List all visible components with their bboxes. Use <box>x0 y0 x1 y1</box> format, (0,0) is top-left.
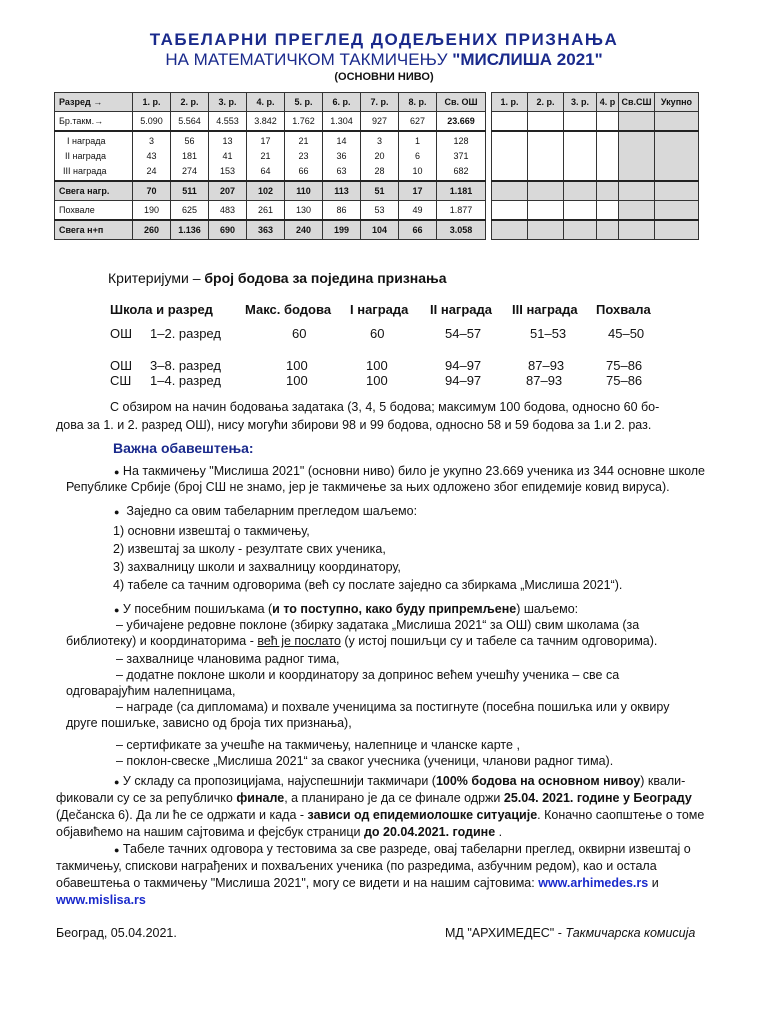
table-cell: 86 <box>323 201 361 221</box>
table-row-praises <box>55 201 699 221</box>
criteria-header-p: Похвала <box>596 302 651 317</box>
award-count: 64 <box>260 165 271 176</box>
notices-heading: Важна обавештења: <box>113 440 254 456</box>
criteria-cell: 54–57 <box>445 326 482 341</box>
table-cell <box>133 131 171 181</box>
criteria-title <box>108 270 447 286</box>
criteria-cell: 100 <box>286 373 308 388</box>
os-col-header: 7. р. <box>361 93 399 112</box>
row-label-awards <box>55 131 133 181</box>
notice-p4-bold: зависи од епидемиолошке ситуације <box>307 808 538 822</box>
ss-col-header: 2. р. <box>528 93 564 112</box>
bullet-icon: ● <box>114 845 120 855</box>
os-col-header: 6. р. <box>323 93 361 112</box>
os-col-header: 3. р. <box>209 93 247 112</box>
os-col-header: 4. р. <box>247 93 285 112</box>
table-cell: 130 <box>285 201 323 221</box>
table-cell <box>619 220 655 240</box>
ss-col-header: Св.СШ <box>619 93 655 112</box>
dash-item: – поклон-свеске „Мислиша 2021“ за сваког учесника (ученици, чланови радног тима). <box>116 754 614 768</box>
os-col-header: 8. р. <box>399 93 437 112</box>
criteria-header-n3: III награда <box>512 302 578 317</box>
award-count: 17 <box>260 135 271 146</box>
criteria-cell: 94–97 <box>445 373 482 388</box>
table-cell: 5.564 <box>171 112 209 132</box>
award-count: 43 <box>146 150 157 161</box>
list-item: 3) захвалницу школи и захвалницу координатору, <box>113 560 401 574</box>
criteria-cell: 51–53 <box>530 326 567 341</box>
dash-item <box>66 632 657 650</box>
page-title: ТАБЕЛАРНИ ПРЕГЛЕД ДОДЕЉЕНИХ ПРИЗНАЊА <box>149 30 619 49</box>
subtitle-competition: "МИСЛИША 2021" <box>452 50 603 69</box>
table-cell <box>437 131 486 181</box>
table-cell <box>655 112 699 132</box>
criteria-cell: 3–8. разред <box>150 358 221 373</box>
table-header-row <box>55 93 699 112</box>
bullet-icon: ● <box>114 777 120 787</box>
table-cell: 66 <box>399 220 437 240</box>
dash-item: – убичајене редовне поклоне (збирку задатака „Мислиша 2021“ за ОШ) свим школама (за <box>116 618 640 632</box>
subtitle-text: НА МАТЕМАТИЧКОМ ТАКМИЧЕЊУ <box>165 50 453 69</box>
criteria-header-n1: I награда <box>350 302 409 317</box>
criteria-cell: 75–86 <box>606 373 643 388</box>
table-cell <box>492 181 528 201</box>
award-count: 3 <box>376 135 382 146</box>
notice-p4-text: објавићемо на нашим сајтовима и фејсбук страници <box>56 825 364 839</box>
dash-text: библиотеку) и координаторима - <box>66 634 258 648</box>
award-label: I награда <box>67 135 106 146</box>
table-cell <box>285 131 323 181</box>
criteria-title-prefix: Критеријуми – <box>108 270 205 286</box>
table-cell: 3.058 <box>437 220 486 240</box>
award-count: 24 <box>146 165 157 176</box>
table-cell <box>528 181 564 201</box>
notice-p4-bold: 100% бодова на основном нивоу <box>435 774 641 788</box>
table-cell <box>597 131 619 181</box>
notice-p4-text: , а планирано је да се финале одржи <box>284 791 504 805</box>
mislisa-link[interactable]: www.mislisa.rs <box>56 893 146 907</box>
list-item: 4) табеле са тачним одговорима (већ су послате заједно са збиркама „Мислиша 2021“). <box>113 578 623 592</box>
notice-p4-text: У складу са пропозицијама, најуспешнији такмичари ( <box>122 774 436 788</box>
bullet-icon: ● <box>114 605 120 615</box>
table-cell <box>597 112 619 132</box>
table-cell <box>492 220 528 240</box>
award-count: 23 <box>298 150 309 161</box>
notice-p1-text: На такмичењу "Мислиша 2021" (основни ниво) било је укупно 23.669 ученика из 344 основне школе <box>122 464 706 478</box>
table-cell <box>247 131 285 181</box>
dash-item: одговарајућим налепницама, <box>66 684 236 698</box>
criteria-cell: 1–2. разред <box>150 326 221 341</box>
criteria-note-line1: С обзиром на начин бодовања задатака (3, 4, 5 бодова; максимум 100 бодова, односно 60 бо- <box>110 400 660 414</box>
award-count: 181 <box>181 150 198 161</box>
dash-item: – сертификате за учешће на такмичењу, налепнице и чланске карте , <box>116 738 520 752</box>
awards-table <box>54 92 699 240</box>
criteria-cell: 60 <box>370 326 385 341</box>
table-cell <box>564 181 597 201</box>
table-cell <box>399 131 437 181</box>
award-count: 21 <box>298 135 309 146</box>
table-cell <box>564 220 597 240</box>
award-label: III награда <box>63 165 107 176</box>
list-item: 1) основни извештај о такмичењу, <box>113 524 310 538</box>
notice-p4-bold: до 20.04.2021. године <box>363 825 496 839</box>
notice-p5-line4 <box>56 891 146 909</box>
award-count: 36 <box>336 150 347 161</box>
award-count: 28 <box>374 165 385 176</box>
table-cell: 207 <box>209 181 247 201</box>
footer-commission: Такмичарска комисија <box>565 926 696 940</box>
notice-p1-line2: Републике Србије (број СШ не знамо, јер је такмичење за њих одложено због епидемије ковид вируса). <box>66 480 670 494</box>
criteria-cell: 87–93 <box>528 358 565 373</box>
list-item: 2) извештај за школу - резултате свих ученика, <box>113 542 386 556</box>
criteria-cell: ОШ <box>110 326 133 341</box>
footer-signature <box>445 924 695 942</box>
table-cell: 51 <box>361 181 399 201</box>
table-cell <box>597 201 619 221</box>
notice-p5-text: Табеле тачних одговора у тестовима за све разреде, овај табеларни преглед, оквирни извештај о <box>122 842 691 856</box>
criteria-note-line2: дова за 1. и 2. разред ОШ), нису могући збирови 98 и 99 бодова, односно 58 и 59 бодова за 1.и 2. раз. <box>56 418 652 432</box>
table-row-awards <box>55 131 699 181</box>
table-cell <box>619 201 655 221</box>
notice-p4-text: . <box>495 825 503 839</box>
award-count: 13 <box>222 135 233 146</box>
table-cell: 627 <box>399 112 437 132</box>
award-count: 41 <box>222 150 233 161</box>
footer-place-date: Београд, 05.04.2021. <box>56 926 177 940</box>
table-cell: 690 <box>209 220 247 240</box>
row-label-pohvale: Похвале <box>55 201 133 221</box>
row-label-svega-nagr: Свега нагр. <box>55 181 133 201</box>
row-label-svega-np: Свега н+п <box>55 220 133 240</box>
criteria-cell: 87–93 <box>526 373 563 388</box>
award-count: 14 <box>336 135 347 146</box>
notice-p4-line2 <box>56 789 692 807</box>
ss-col-header: 3. р. <box>564 93 597 112</box>
award-label: II награда <box>65 150 107 161</box>
table-cell <box>528 112 564 132</box>
table-cell: 23.669 <box>437 112 486 132</box>
table-cell: 927 <box>361 112 399 132</box>
notice-p4-text: фиковали су се за републичко <box>56 791 237 805</box>
table-cell: 1.762 <box>285 112 323 132</box>
row-label-razred: Разред → <box>55 93 133 112</box>
table-cell: 53 <box>361 201 399 221</box>
table-cell: 104 <box>361 220 399 240</box>
award-count: 274 <box>181 165 198 176</box>
table-cell <box>528 131 564 181</box>
table-cell <box>655 220 699 240</box>
notice-p5-text: и <box>648 876 659 890</box>
table-cell: 113 <box>323 181 361 201</box>
table-cell <box>655 131 699 181</box>
dash-item: – награде (са дипломама) и похвале ученицима за постигнуте (посебна пошиљка или у оквиру <box>116 700 670 714</box>
table-cell: 511 <box>171 181 209 201</box>
table-cell: 625 <box>171 201 209 221</box>
table-cell <box>655 181 699 201</box>
award-count: 63 <box>336 165 347 176</box>
table-cell <box>492 131 528 181</box>
award-count: 6 <box>414 150 420 161</box>
criteria-cell: 100 <box>366 373 388 388</box>
table-cell: 49 <box>399 201 437 221</box>
table-cell: 261 <box>247 201 285 221</box>
criteria-header-school: Школа и разред <box>110 302 213 317</box>
table-cell: 4.553 <box>209 112 247 132</box>
os-col-header: Св. ОШ <box>437 93 486 112</box>
table-cell: 1.136 <box>171 220 209 240</box>
bullet-icon: ● <box>114 467 120 477</box>
notice-p3-bold: и то поступно, како буду припремљене <box>272 602 517 616</box>
notice-p5-text: обавештења о такмичењу "Мислиша 2021", могу се видети и на нашим сајтовима: <box>56 876 539 890</box>
page-subtitle <box>0 50 768 70</box>
ss-col-header: Укупно <box>655 93 699 112</box>
notice-p5-line2: такмичењу, спискови награђених и похваљених ученика (по разредима, азбучним редом), као и остала <box>56 859 657 873</box>
ss-col-header: 1. р. <box>492 93 528 112</box>
table-cell: 110 <box>285 181 323 201</box>
table-cell <box>597 181 619 201</box>
table-cell: 17 <box>399 181 437 201</box>
table-cell <box>492 201 528 221</box>
criteria-cell: 60 <box>292 326 307 341</box>
notice-p2-intro <box>114 502 417 521</box>
table-cell <box>171 131 209 181</box>
arhimedes-link[interactable]: www.arhimedes.rs <box>538 876 649 890</box>
table-cell <box>564 131 597 181</box>
table-cell: 240 <box>285 220 323 240</box>
criteria-header-max: Макс. бодова <box>245 302 332 317</box>
criteria-cell: 100 <box>286 358 308 373</box>
table-cell: 190 <box>133 201 171 221</box>
table-cell <box>619 181 655 201</box>
table-cell: 1.877 <box>437 201 486 221</box>
notice-p4-text: . Коначно саопштење о томе <box>537 808 705 822</box>
dash-item: – додатне поклоне школи и координатору за допринос већем учешћу ученика – све са <box>116 668 620 682</box>
criteria-cell: 94–97 <box>445 358 482 373</box>
os-col-header: 2. р. <box>171 93 209 112</box>
table-cell: 5.090 <box>133 112 171 132</box>
criteria-cell: 75–86 <box>606 358 643 373</box>
dash-item: друге пошиљке, зависно од броја тих признања), <box>66 716 352 730</box>
table-cell <box>619 112 655 132</box>
award-count: 10 <box>412 165 423 176</box>
table-cell <box>492 112 528 132</box>
table-cell <box>655 201 699 221</box>
dash-item: – захвалнице члановима радног тима, <box>116 652 340 666</box>
table-row-participants <box>55 112 699 132</box>
table-cell: 260 <box>133 220 171 240</box>
award-count: 66 <box>298 165 309 176</box>
criteria-title-bold: број бодова за поједина признања <box>204 270 447 286</box>
notice-p3-tail: ) шаљемо: <box>516 602 579 616</box>
award-count: 56 <box>184 135 195 146</box>
award-count: 682 <box>453 165 469 176</box>
table-cell <box>209 131 247 181</box>
table-cell: 1.304 <box>323 112 361 132</box>
ss-col-header: 4. р <box>597 93 619 112</box>
table-cell <box>361 131 399 181</box>
criteria-cell: 1–4. разред <box>150 373 221 388</box>
footer-org: МД "АРХИМЕДЕС" - <box>445 926 566 940</box>
table-cell: 363 <box>247 220 285 240</box>
table-cell: 199 <box>323 220 361 240</box>
notice-p5-line3 <box>56 874 659 892</box>
criteria-cell: СШ <box>110 373 132 388</box>
notice-p4-bold: 25.04. 2021. године у Београду <box>503 791 692 805</box>
bullet-icon: ● <box>114 507 120 517</box>
table-cell: 70 <box>133 181 171 201</box>
criteria-cell: ОШ <box>110 358 133 373</box>
notice-p4-bold: финале <box>236 791 285 805</box>
criteria-cell: 45–50 <box>608 326 645 341</box>
table-cell <box>597 220 619 240</box>
dash-text: (у истој пошиљци су и табеле са тачним одговорима). <box>340 634 658 648</box>
notice-p4-text: ) квали- <box>640 774 686 788</box>
award-count: 153 <box>219 165 236 176</box>
table-cell <box>528 201 564 221</box>
os-col-header: 1. р. <box>133 93 171 112</box>
award-count: 3 <box>148 135 154 146</box>
os-col-header: 5. р. <box>285 93 323 112</box>
notice-p2-text: Заједно са овим табеларним прегледом шаљемо: <box>126 504 418 518</box>
notice-p4-line4 <box>56 823 502 841</box>
award-count: 20 <box>374 150 385 161</box>
dash-underlined: већ је послато <box>257 634 341 648</box>
table-cell: 483 <box>209 201 247 221</box>
table-cell <box>528 220 564 240</box>
table-cell: 1.181 <box>437 181 486 201</box>
award-count: 21 <box>260 150 271 161</box>
criteria-cell: 100 <box>366 358 388 373</box>
criteria-header-n2: II награда <box>430 302 492 317</box>
level-label: (ОСНОВНИ НИВО) <box>334 71 434 83</box>
table-cell <box>619 131 655 181</box>
notice-p3-text: У посебним пошиљкама ( <box>122 602 273 616</box>
table-cell: 102 <box>247 181 285 201</box>
table-row-grand-total <box>55 220 699 240</box>
award-count: 128 <box>453 135 469 146</box>
table-cell <box>323 131 361 181</box>
award-count: 1 <box>414 135 420 146</box>
notice-p4-line3 <box>56 806 704 824</box>
table-cell <box>564 112 597 132</box>
table-cell: 3.842 <box>247 112 285 132</box>
notice-p4-text: (Деčанска 6). Да ли ће се одржати и када - <box>56 808 308 822</box>
table-row-total-awards <box>55 181 699 201</box>
row-label-br-takm: Бр.такм.→ <box>55 112 133 132</box>
table-cell <box>564 201 597 221</box>
award-count: 371 <box>453 150 469 161</box>
